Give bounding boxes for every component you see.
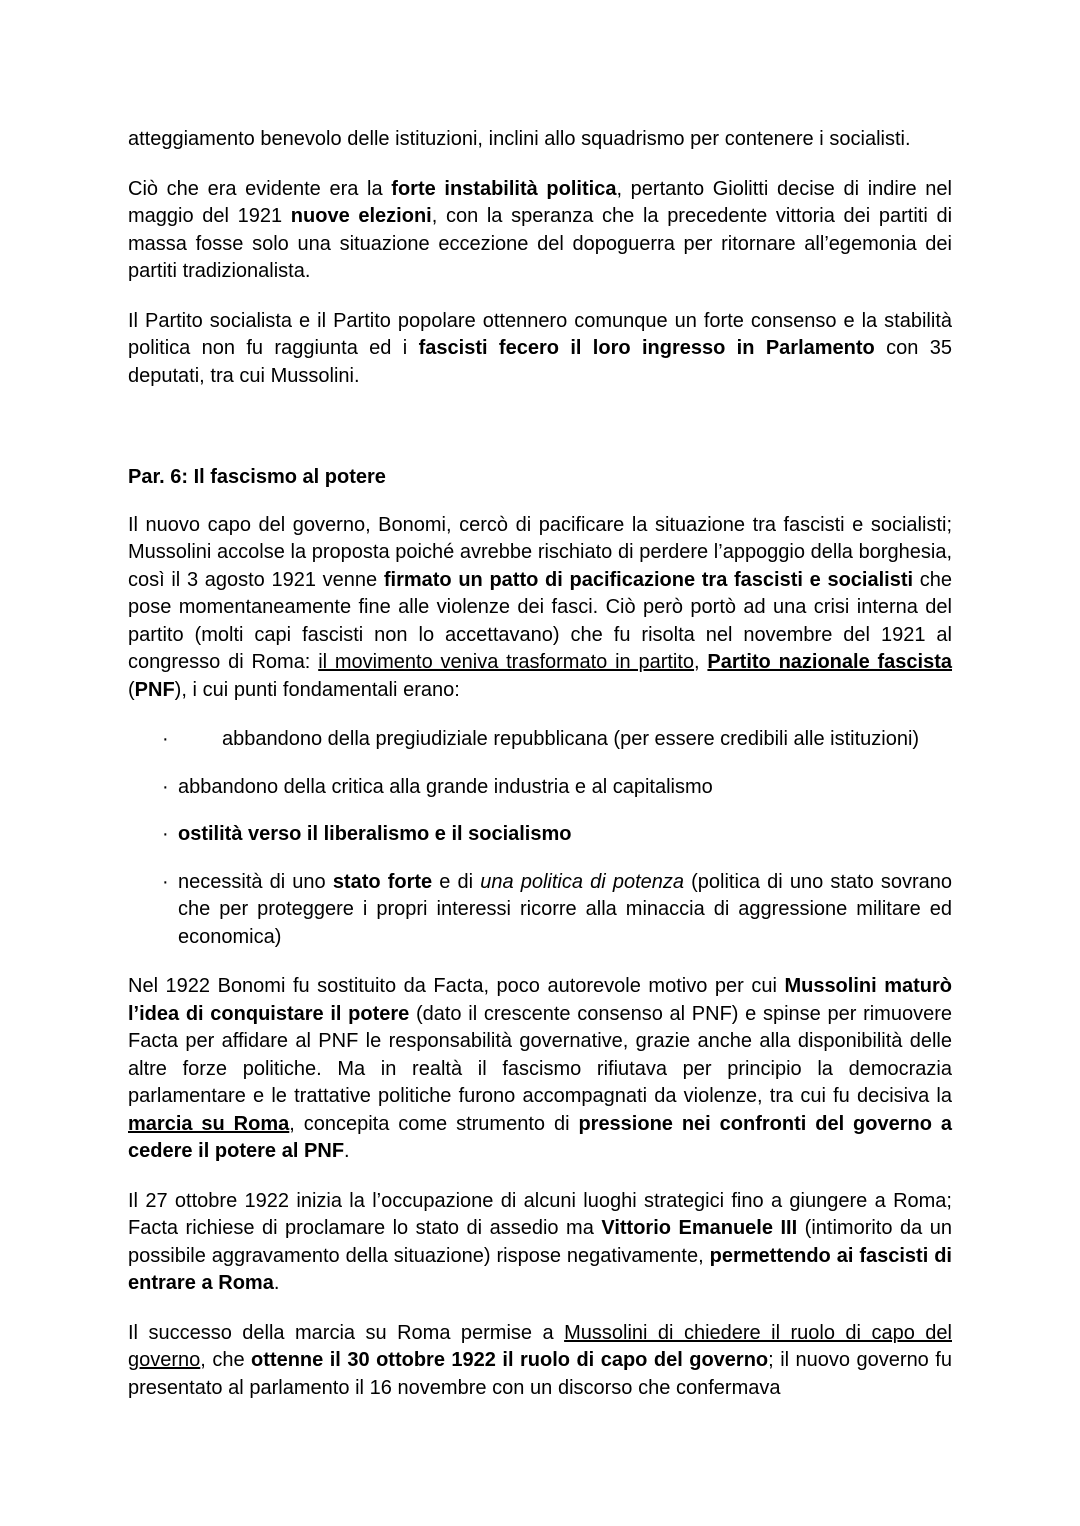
punti-fondamentali-list [128, 726, 952, 951]
paragraph-2-bold-instabilita: forte instabilità politica [391, 177, 617, 200]
paragraph-7-bold-ottenne: ottenne il 30 ottobre 1922 il ruolo di capo del governo [251, 1349, 769, 1371]
paragraph-6-bold-vittorio-emanuele: Vittorio Emanuele III [601, 1217, 798, 1239]
list-item-run-3: e di [432, 870, 481, 893]
list-item-italic-politica-potenza: una politica di potenza [480, 870, 684, 893]
section-spacer [128, 412, 952, 464]
paragraph-3 [128, 308, 952, 391]
list-item-text: abbandono della critica alla grande industria e al capitalismo [178, 775, 713, 798]
paragraph-4-run-7: ( [128, 678, 135, 701]
paragraph-2-run-3: , pertanto Giolitti decise di indire nel maggio del 1921 [128, 177, 952, 227]
paragraph-5-run-5: , concepita come strumento di [289, 1112, 579, 1135]
paragraph-2-run-5: , con la speranza che la precedente vittoria dei partiti di massa fosse solo una situazione eccezione del dopoguerra per ritornare all’egemonia dei partiti tradizionalista. [128, 205, 953, 282]
paragraph-2-bold-elezioni: nuove elezioni [290, 205, 432, 227]
paragraph-4-run-5: , [694, 651, 708, 673]
paragraph-4-run-9: ), i cui punti fondamentali erano: [174, 678, 460, 701]
paragraph-4 [128, 512, 952, 705]
paragraph-1 [128, 126, 952, 154]
paragraph-7 [128, 1320, 952, 1403]
document-body [128, 126, 952, 1402]
paragraph-5 [128, 973, 952, 1166]
paragraph-5-bold-pressione: pressione nei confronti del governo a cedere il potere al PNF [128, 1112, 952, 1162]
list-item-run-5: (politica di uno stato sovrano che per proteggere i propri interessi ricorre alla minaccia di aggressione militare ed economica) [178, 870, 952, 948]
paragraph-4-bold-pnf-abbr: PNF [134, 678, 175, 701]
paragraph-6-run-1: Il 27 ottobre 1922 inizia la l’occupazione di alcuni luoghi strategici fino a giungere a Roma; Facta richiese di proclamare lo stato di assedio ma [128, 1189, 952, 1239]
paragraph-4-bold-underline-pnf-name: Partito nazionale fascista [707, 651, 953, 673]
paragraph-5-bold-mussolini-potere: Mussolini maturò l’idea di conquistare il potere [128, 975, 952, 1025]
paragraph-2-run-1: Ciò che era evidente era la [128, 177, 392, 200]
bullet-dot-icon: · [162, 728, 169, 750]
paragraph-6-bold-permettendo: permettendo ai fascisti di entrare a Roma [128, 1244, 952, 1294]
paragraph-6-run-5: . [273, 1272, 280, 1294]
paragraph-4-underline-movimento: il movimento veniva trasformato in partito [318, 651, 695, 673]
paragraph-3-run-1: Il Partito socialista e il Partito popolare ottennero comunque un forte consenso e la stabilità politica non fu raggiunta ed i [128, 309, 952, 359]
list-item [128, 821, 952, 849]
paragraph-3-bold-parlamento: fascisti fecero il loro ingresso in Parlamento [418, 337, 875, 359]
paragraph-7-underline-mussolini-ruolo: Mussolini di chiedere il ruolo di capo del governo [128, 1321, 952, 1371]
bullet-dot-icon: · [162, 870, 169, 893]
list-item [128, 774, 952, 802]
paragraph-7-run-1: Il successo della marcia su Roma permise a [128, 1321, 565, 1344]
paragraph-5-bold-underline-marcia-roma: marcia su Roma [128, 1112, 290, 1135]
paragraph-2 [128, 176, 952, 286]
list-item-run-1: necessità di uno [178, 870, 333, 893]
paragraph-7-run-5: ; il nuovo governo fu presentato al parlamento il 16 novembre con un discorso che confermava [128, 1349, 952, 1399]
paragraph-4-run-1: Il nuovo capo del governo, Bonomi, cercò di pacificare la situazione tra fascisti e socialisti; Mussolini accolse la proposta poiché avrebbe rischiato di perdere l’appoggio della borghesia, così il 3 agosto 1921 venne [128, 513, 952, 591]
paragraph-3-run-3: con 35 deputati, tra cui Mussolini. [128, 337, 952, 387]
list-item-bold-stato-forte: stato forte [332, 870, 433, 893]
paragraph-5-run-7: . [344, 1140, 350, 1162]
list-item [128, 869, 952, 952]
section-heading-par-6: Par. 6: Il fascismo al potere [128, 466, 386, 488]
paragraph-5-run-1: Nel 1922 Bonomi fu sostituito da Facta, poco autorevole motivo per cui [128, 975, 785, 997]
paragraph-5-run-3: (dato il crescente consenso al PNF) e spinse per rimuovere Facta per affidare al PNF le responsabilità governative, grazie anche alla disponibilità delle altre forze politiche. Ma in realtà il fascismo rifiutava per principio la democrazia parlamentare e le trattative politiche furono accompagnati da violenze, tra cui fu decisiva la [128, 1002, 952, 1107]
paragraph-4-run-3: che pose momentaneamente fine alle violenze dei fasci. Ciò però portò ad una crisi interna del partito (molti capi fascisti non lo accettavano) che fu risolta nel novembre del 1921 al congresso di Roma: [128, 568, 952, 673]
paragraph-4-bold-patto: firmato un patto di pacificazione tra fascisti e socialisti [383, 568, 914, 591]
paragraph-6 [128, 1188, 952, 1298]
paragraph-1-text: atteggiamento benevolo delle istituzioni, inclini allo squadrismo per contenere i socialisti. [128, 128, 911, 150]
list-item-text: ostilità verso il liberalismo e il socialismo [178, 823, 572, 845]
list-item [128, 726, 952, 754]
paragraph-6-run-3: (intimorito da un possibile aggravamento della situazione) rispose negativamente, [128, 1217, 952, 1267]
list-item-text: abbandono della pregiudiziale repubblicana (per essere credibili alle istituzioni) [222, 728, 920, 750]
bullet-dot-icon: · [162, 775, 169, 798]
paragraph-7-run-3: , che [200, 1349, 252, 1371]
bullet-dot-icon: · [162, 823, 169, 845]
